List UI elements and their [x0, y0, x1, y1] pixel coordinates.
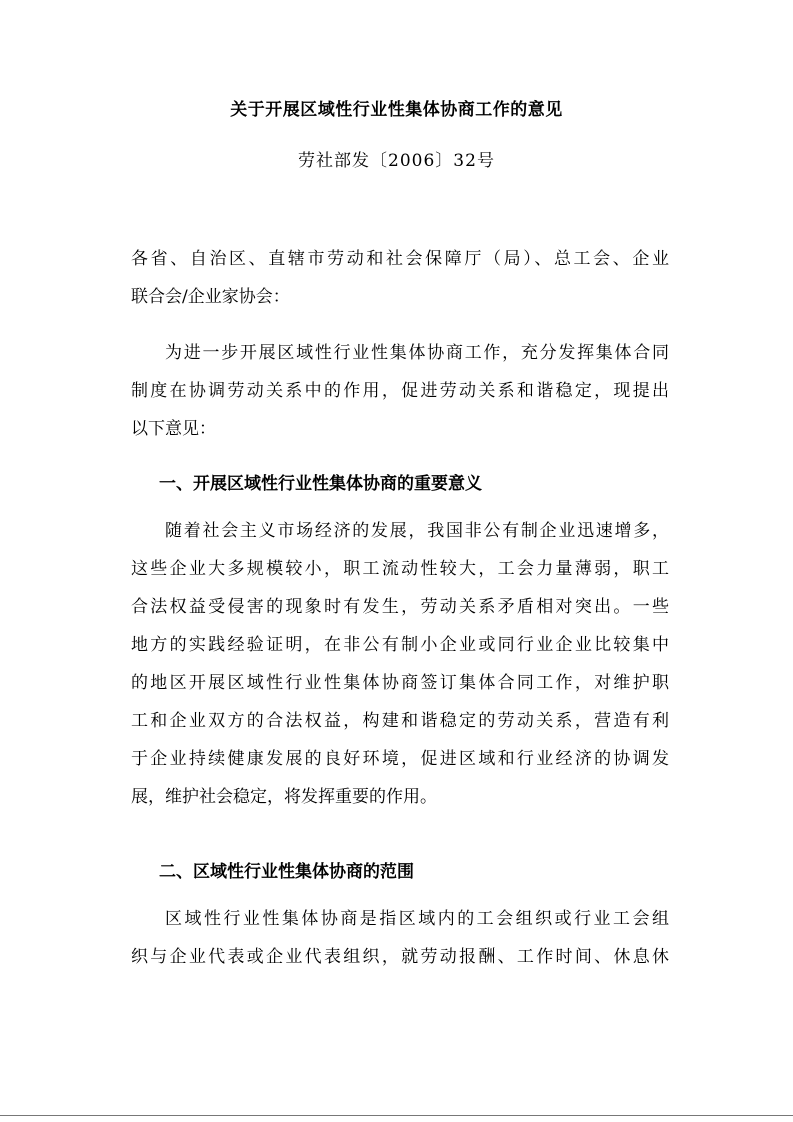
section-heading: 一、开展区域性行业性集体协商的重要意义 [159, 474, 482, 494]
paragraph-line: 于企业持续健康发展的良好环境，促进区域和行业经济的协调发 [131, 749, 669, 769]
paragraph-line: 这些企业大多规模较小，职工流动性较大，工会力量薄弱，职工 [131, 559, 669, 579]
section-1-paragraph [131, 512, 669, 816]
section-heading: 二、区域性行业性集体协商的范围 [159, 862, 414, 882]
section-2 [131, 853, 669, 891]
document-title: 关于开展区域性行业性集体协商工作的意见 [230, 100, 563, 120]
paragraph-line: 随着社会主义市场经济的发展，我国非公有制企业迅速增多， [165, 521, 669, 541]
document-number: 劳社部发〔2006〕32号 [298, 151, 495, 171]
page-bottom-rule [0, 1115, 793, 1116]
paragraph-line: 地方的实践经验证明，在非公有制小企业或同行业企业比较集中 [131, 635, 669, 655]
paragraph-line: 的地区开展区域性行业性集体协商签订集体合同工作，对维护职 [131, 673, 669, 693]
salutation [131, 240, 669, 316]
salutation-line: 联合会/企业家协会： [131, 287, 290, 307]
intro-paragraph [131, 334, 669, 448]
paragraph-line: 合法权益受侵害的现象时有发生，劳动关系矛盾相对突出。一些 [131, 597, 669, 617]
paragraph-line: 为进一步开展区域性行业性集体协商工作，充分发挥集体合同 [165, 343, 669, 363]
salutation-line: 各省、自治区、直辖市劳动和社会保障厅（局）、总工会、企业 [131, 249, 669, 269]
section-2-paragraph [131, 900, 669, 976]
paragraph-line: 制度在协调劳动关系中的作用，促进劳动关系和谐稳定，现提出 [131, 381, 669, 401]
section-1 [131, 465, 669, 503]
paragraph-line: 区域性行业性集体协商是指区域内的工会组织或行业工会组 [165, 909, 669, 929]
paragraph-line: 展，维护社会稳定，将发挥重要的作用。 [131, 787, 437, 807]
paragraph-line: 织与企业代表或企业代表组织，就劳动报酬、工作时间、休息休 [131, 947, 669, 967]
paragraph-line: 以下意见： [131, 419, 216, 439]
paragraph-line: 工和企业双方的合法权益，构建和谐稳定的劳动关系，营造有利 [131, 711, 669, 731]
